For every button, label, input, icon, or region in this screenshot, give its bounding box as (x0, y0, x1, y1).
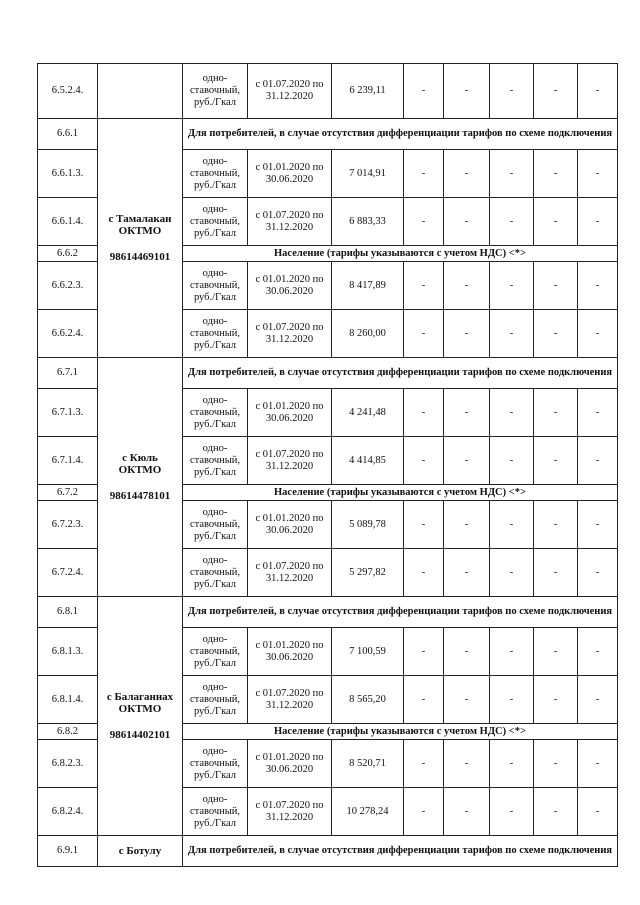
empty-value-dash: - (534, 549, 578, 597)
tariff-value: 10 278,24 (332, 788, 404, 836)
tariff-type: одно-ставочный, руб./Гкал (183, 788, 248, 836)
tariff-type: одно-ставочный, руб./Гкал (183, 549, 248, 597)
empty-value-dash: - (578, 676, 618, 724)
empty-value-dash: - (578, 389, 618, 437)
section-header: Население (тарифы указываются с учетом НДС) <*> (183, 724, 618, 740)
period: с 01.01.2020 по 30.06.2020 (248, 501, 332, 549)
empty-value-dash: - (490, 198, 534, 246)
empty-value-dash: - (534, 740, 578, 788)
tariff-value: 8 520,71 (332, 740, 404, 788)
empty-value-dash: - (444, 198, 490, 246)
empty-value-dash: - (490, 788, 534, 836)
empty-value-dash: - (404, 549, 444, 597)
empty-value-dash: - (444, 788, 490, 836)
section-header-row (38, 836, 618, 867)
empty-value-dash: - (490, 262, 534, 310)
empty-value-dash: - (404, 198, 444, 246)
location-cell (98, 119, 183, 358)
row-code: 6.5.2.4. (38, 64, 98, 119)
empty-value-dash: - (444, 389, 490, 437)
empty-value-dash: - (578, 501, 618, 549)
empty-value-dash: - (534, 262, 578, 310)
empty-value-dash: - (490, 740, 534, 788)
tariff-value: 6 239,11 (332, 64, 404, 119)
empty-value-dash: - (534, 64, 578, 119)
empty-value-dash: - (578, 262, 618, 310)
row-code: 6.7.2.4. (38, 549, 98, 597)
tariff-value: 7 014,91 (332, 150, 404, 198)
empty-value-dash: - (534, 501, 578, 549)
location-name: с Кюль (122, 452, 158, 464)
location-name: с Балаганнах (106, 691, 174, 703)
row-code: 6.6.1.3. (38, 150, 98, 198)
period: с 01.07.2020 по 31.12.2020 (248, 64, 332, 119)
tariff-value: 8 260,00 (332, 310, 404, 358)
empty-value-dash: - (490, 676, 534, 724)
tariff-value: 5 297,82 (332, 549, 404, 597)
tariff-value: 6 883,33 (332, 198, 404, 246)
row-code: 6.8.2.4. (38, 788, 98, 836)
section-header-row (38, 358, 618, 389)
empty-value-dash: - (444, 262, 490, 310)
location-name: с Тамалакан (108, 213, 172, 225)
empty-value-dash: - (578, 310, 618, 358)
empty-value-dash: - (444, 310, 490, 358)
empty-value-dash: - (490, 64, 534, 119)
period: с 01.07.2020 по 31.12.2020 (248, 437, 332, 485)
empty-value-dash: - (444, 676, 490, 724)
empty-value-dash: - (444, 628, 490, 676)
empty-value-dash: - (578, 198, 618, 246)
section-header: Для потребителей, в случае отсутствия дифференциации тарифов по схеме подключения (183, 597, 618, 628)
table-row (38, 64, 618, 119)
empty-value-dash: - (534, 310, 578, 358)
empty-value-dash: - (404, 150, 444, 198)
period: с 01.07.2020 по 31.12.2020 (248, 198, 332, 246)
tariff-type: одно-ставочный, руб./Гкал (183, 262, 248, 310)
tariff-type: одно-ставочный, руб./Гкал (183, 150, 248, 198)
empty-value-dash: - (490, 150, 534, 198)
empty-value-dash: - (534, 437, 578, 485)
tariff-value: 5 089,78 (332, 501, 404, 549)
empty-value-dash: - (578, 437, 618, 485)
row-code: 6.6.2.4. (38, 310, 98, 358)
row-code: 6.9.1 (38, 836, 98, 867)
empty-value-dash: - (490, 549, 534, 597)
tariff-type: одно-ставочный, руб./Гкал (183, 437, 248, 485)
empty-value-dash: - (490, 437, 534, 485)
tariff-value: 7 100,59 (332, 628, 404, 676)
empty-value-dash: - (444, 437, 490, 485)
tariff-table (37, 63, 618, 867)
empty-value-dash: - (534, 198, 578, 246)
row-code: 6.6.2.3. (38, 262, 98, 310)
oktmo-code: 98614478101 (109, 490, 171, 502)
period: с 01.07.2020 по 31.12.2020 (248, 788, 332, 836)
empty-value-dash: - (404, 262, 444, 310)
empty-value-dash: - (444, 64, 490, 119)
period: с 01.01.2020 по 30.06.2020 (248, 740, 332, 788)
empty-value-dash: - (444, 150, 490, 198)
empty-value-dash: - (404, 310, 444, 358)
empty-value-dash: - (534, 389, 578, 437)
empty-value-dash: - (404, 788, 444, 836)
tariff-type: одно-ставочный, руб./Гкал (183, 198, 248, 246)
period: с 01.07.2020 по 31.12.2020 (248, 549, 332, 597)
empty-value-dash: - (404, 740, 444, 788)
row-code: 6.7.1 (38, 358, 98, 389)
empty-value-dash: - (534, 788, 578, 836)
period: с 01.01.2020 по 30.06.2020 (248, 262, 332, 310)
empty-value-dash: - (578, 788, 618, 836)
empty-value-dash: - (490, 628, 534, 676)
section-header: Для потребителей, в случае отсутствия дифференциации тарифов по схеме подключения (183, 836, 618, 867)
period: с 01.07.2020 по 31.12.2020 (248, 310, 332, 358)
location-cell (98, 358, 183, 597)
empty-value-dash: - (578, 150, 618, 198)
empty-value-dash: - (490, 501, 534, 549)
tariff-type: одно-ставочный, руб./Гкал (183, 64, 248, 119)
oktmo-code: 98614402101 (109, 729, 171, 741)
empty-value-dash: - (404, 389, 444, 437)
location-cell (98, 597, 183, 836)
empty-value-dash: - (578, 628, 618, 676)
tariff-type: одно-ставочный, руб./Гкал (183, 740, 248, 788)
oktmo-label: ОКТМО (118, 225, 162, 237)
empty-value-dash: - (444, 501, 490, 549)
tariff-value: 4 414,85 (332, 437, 404, 485)
row-code: 6.7.2 (38, 485, 98, 501)
empty-value-dash: - (490, 310, 534, 358)
section-header: Для потребителей, в случае отсутствия дифференциации тарифов по схеме подключения (183, 119, 618, 150)
tariff-value: 4 241,48 (332, 389, 404, 437)
row-code: 6.7.1.4. (38, 437, 98, 485)
empty-value-dash: - (578, 740, 618, 788)
empty-value-dash: - (534, 676, 578, 724)
empty-value-dash: - (444, 549, 490, 597)
empty-value-dash: - (444, 740, 490, 788)
oktmo-label: ОКТМО (118, 464, 162, 476)
empty-value-dash: - (490, 389, 534, 437)
location-cell (98, 836, 183, 867)
period: с 01.01.2020 по 30.06.2020 (248, 628, 332, 676)
tariff-type: одно-ставочный, руб./Гкал (183, 501, 248, 549)
tariff-table-body (38, 64, 618, 867)
section-header: Для потребителей, в случае отсутствия дифференциации тарифов по схеме подключения (183, 358, 618, 389)
empty-value-dash: - (404, 64, 444, 119)
row-code: 6.8.2 (38, 724, 98, 740)
row-code: 6.7.2.3. (38, 501, 98, 549)
tariff-type: одно-ставочный, руб./Гкал (183, 310, 248, 358)
period: с 01.01.2020 по 30.06.2020 (248, 389, 332, 437)
row-code: 6.8.1.3. (38, 628, 98, 676)
empty-value-dash: - (578, 549, 618, 597)
row-code: 6.8.1.4. (38, 676, 98, 724)
tariff-type: одно-ставочный, руб./Гкал (183, 628, 248, 676)
empty-value-dash: - (404, 676, 444, 724)
empty-value-dash: - (404, 437, 444, 485)
tariff-type: одно-ставочный, руб./Гкал (183, 676, 248, 724)
empty-value-dash: - (404, 501, 444, 549)
oktmo-code: 98614469101 (109, 251, 171, 263)
row-code: 6.7.1.3. (38, 389, 98, 437)
empty-value-dash: - (578, 64, 618, 119)
period: с 01.01.2020 по 30.06.2020 (248, 150, 332, 198)
location-name: с Ботулу (118, 845, 162, 857)
empty-value-dash: - (534, 150, 578, 198)
row-code: 6.6.1 (38, 119, 98, 150)
row-code: 6.6.1.4. (38, 198, 98, 246)
tariff-type: одно-ставочный, руб./Гкал (183, 389, 248, 437)
location-cell-empty (98, 64, 183, 119)
empty-value-dash: - (534, 628, 578, 676)
period: с 01.07.2020 по 31.12.2020 (248, 676, 332, 724)
tariff-value: 8 565,20 (332, 676, 404, 724)
oktmo-label: ОКТМО (118, 703, 162, 715)
tariff-value: 8 417,89 (332, 262, 404, 310)
empty-value-dash: - (404, 628, 444, 676)
section-header: Население (тарифы указываются с учетом НДС) <*> (183, 485, 618, 501)
section-header-row (38, 597, 618, 628)
row-code: 6.8.2.3. (38, 740, 98, 788)
row-code: 6.8.1 (38, 597, 98, 628)
row-code: 6.6.2 (38, 246, 98, 262)
section-header-row (38, 119, 618, 150)
section-header: Население (тарифы указываются с учетом НДС) <*> (183, 246, 618, 262)
